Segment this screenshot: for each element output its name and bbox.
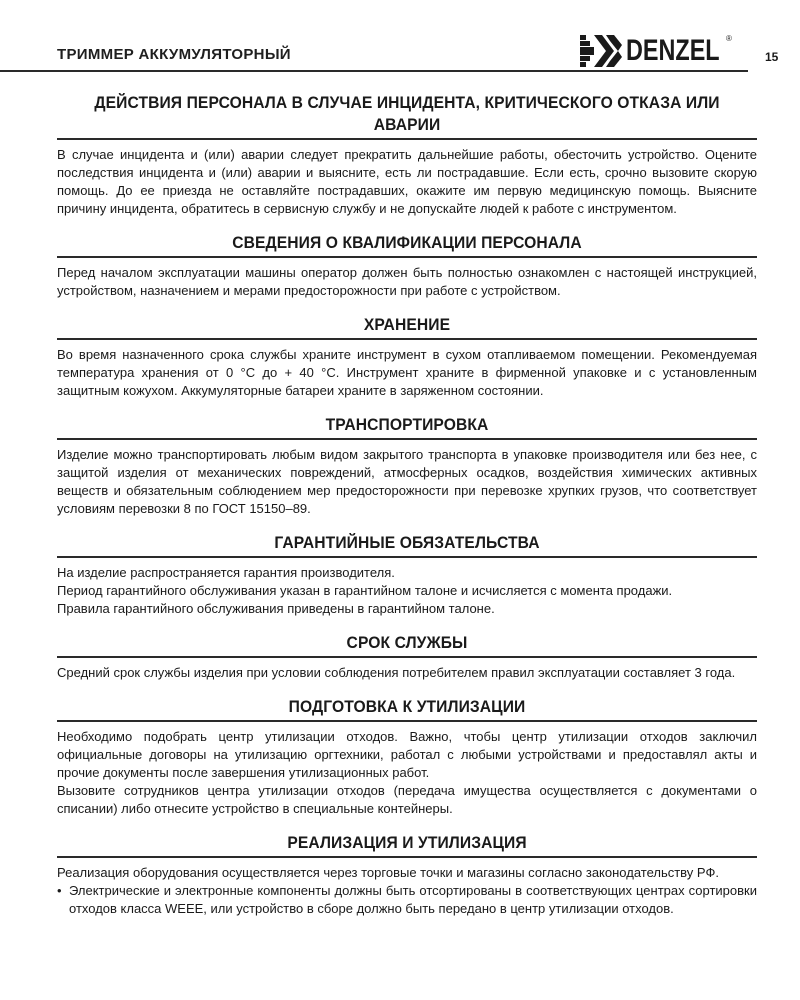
page-number: 15 xyxy=(765,50,779,64)
section-paragraph: Перед началом эксплуатации машины оператор должен быть полностью ознакомлен с настоящей инструкцией, устройством, назначением и мерами предосторожности при работе с устройством. xyxy=(57,265,757,298)
list-item xyxy=(57,882,757,918)
section-title: ТРАНСПОРТИРОВКА xyxy=(325,415,489,434)
bullet-icon: • xyxy=(57,883,62,898)
section-warranty xyxy=(57,532,757,618)
section-paragraph: Во время назначенного срока службы храните инструмент в сухом отапливаемом помещении. Рекомендуемая температура хранения от 0 °С до + 40 °С. Инструмент храните в фирменной упаковке и с установленным защитным кожухом. Аккумуляторные батареи храните в заряженном состоянии. xyxy=(57,347,757,398)
section-divider xyxy=(57,556,757,558)
denzel-logo-icon xyxy=(580,35,622,67)
section-divider xyxy=(57,656,757,658)
section-divider xyxy=(57,856,757,858)
section-paragraph: Реализация оборудования осуществляется через торговые точки и магазины согласно законодательству РФ. xyxy=(57,865,719,880)
section-storage xyxy=(57,314,757,400)
section-paragraph: Вызовите сотрудников центра утилизации отходов (передача имущества осуществляется с документами о списании) либо отнесите устройство в специальные контейнеры. xyxy=(57,783,757,816)
section-service-life xyxy=(57,632,757,682)
section-paragraph: Необходимо подобрать центр утилизации отходов. Важно, чтобы центр утилизации отходов заключил официальные договоры на утилизацию оргтехники, работал с любыми устройствами и предоставлял акты и прочие документы после завершения утилизационных работ. xyxy=(57,729,757,780)
section-paragraph: Средний срок службы изделия при условии соблюдения потребителем правил эксплуатации составляет 3 года. xyxy=(57,665,736,680)
brand-logo xyxy=(580,34,746,68)
section-divider xyxy=(57,338,757,340)
section-paragraph: Период гарантийного обслуживания указан в гарантийном талоне и исчисляется с момента продажи. xyxy=(57,583,673,598)
section-transportation xyxy=(57,414,757,518)
section-title: СРОК СЛУЖБЫ xyxy=(346,633,468,652)
section-paragraph: Изделие можно транспортировать любым видом закрытого транспорта в упаковке производителя или без нее, с защитой изделия от механических повреждений, атмосферных осадков, воздействия химических активных веществ и обязательным соблюдением мер предосторожности при перевозке хрупких грузов, что соответствует условиям перевозки 8 по ГОСТ 15150–89. xyxy=(57,447,757,516)
section-personnel-qualification xyxy=(57,232,757,300)
brand-name: DENZEL xyxy=(626,34,720,67)
page-content xyxy=(57,92,757,918)
list-item-text: Электрические и электронные компоненты должны быть отсортированы в соответствующих центрах сортировки отходов класса WEEE, или устройство в сборе должно быть передано в центр утилизации отходов. xyxy=(69,883,757,916)
section-sale-and-disposal xyxy=(57,832,757,918)
registered-mark: ® xyxy=(726,34,732,43)
section-disposal-preparation xyxy=(57,696,757,818)
section-title: ПОДГОТОВКА К УТИЛИЗАЦИИ xyxy=(288,697,526,716)
section-title: ДЕЙСТВИЯ ПЕРСОНАЛА В СЛУЧАЕ ИНЦИДЕНТА, КРИТИЧЕСКОГО ОТКАЗА ИЛИ АВАРИИ xyxy=(94,93,720,134)
section-title: ГАРАНТИЙНЫЕ ОБЯЗАТЕЛЬСТВА xyxy=(274,533,540,552)
section-paragraph: В случае инцидента и (или) аварии следует прекратить дальнейшие работы, обесточить устройство. Оцените последствия инцидента и (или) аварии и выясните, есть ли пострадавшие. Если есть, срочно вызовите скорую помощь. До ее приезда не оставляйте пострадавших, окажите им первую медицинскую помощь. Выясните причину инцидента, обратитесь в сервисную службу и не допускайте людей к работе с инструментом. xyxy=(57,147,757,216)
bullet-list xyxy=(57,882,757,918)
section-title: СВЕДЕНИЯ О КВАЛИФИКАЦИИ ПЕРСОНАЛА xyxy=(232,233,582,252)
document-title: ТРИММЕР АККУМУЛЯТОРНЫЙ xyxy=(57,46,291,63)
section-incident-actions xyxy=(57,92,757,218)
section-divider xyxy=(57,438,757,440)
section-paragraph: На изделие распространяется гарантия производителя. xyxy=(57,565,395,580)
section-paragraph: Правила гарантийного обслуживания приведены в гарантийном талоне. xyxy=(57,601,495,616)
header-divider xyxy=(0,70,748,72)
section-divider xyxy=(57,256,757,258)
section-title: РЕАЛИЗАЦИЯ И УТИЛИЗАЦИЯ xyxy=(287,833,527,852)
page-header xyxy=(0,30,800,80)
section-divider xyxy=(57,720,757,722)
section-divider xyxy=(57,138,757,140)
section-title: ХРАНЕНИЕ xyxy=(363,315,451,334)
